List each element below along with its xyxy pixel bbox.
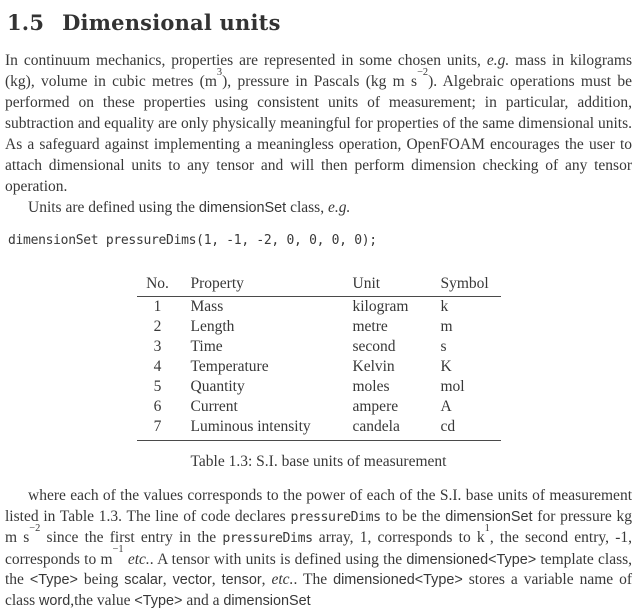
table-row (137, 417, 501, 441)
cell-property: Current (190, 398, 238, 415)
cell-no: 3 (153, 338, 162, 355)
section-title: Dimensional units (62, 10, 281, 35)
cell-property: Quantity (190, 378, 245, 395)
superscript: −1 (112, 544, 124, 556)
class-name: dimensionSet (198, 200, 287, 216)
cell-unit: candela (345, 417, 433, 441)
cell-unit: ampere (352, 398, 399, 415)
cell-unit: Kelvin (352, 358, 395, 375)
cell-property: Mass (190, 298, 224, 315)
cell-no: 5 (153, 378, 162, 395)
class-name: dimensioned<Type> (333, 572, 463, 588)
cell-property: Time (190, 338, 223, 355)
superscript: 1 (484, 522, 490, 534)
cell-unit: metre (352, 318, 388, 335)
text-run: . A tensor with units is defined using the (149, 550, 407, 568)
section-number: 1.5 (7, 10, 45, 35)
cell-symbol: k (440, 298, 449, 315)
table-row (137, 377, 501, 397)
class-name: dimensioned<Type> (406, 551, 537, 568)
cell-symbol: s (440, 338, 447, 355)
section-heading (7, 10, 632, 35)
cell-symbol: A (440, 398, 452, 415)
text-run: and a (182, 591, 224, 609)
class-name: <Type> (29, 572, 78, 588)
cell-symbol: cd (433, 417, 501, 441)
table-row (137, 317, 501, 337)
superscript: −2 (417, 66, 429, 78)
class-name: dimensionSet (223, 592, 311, 609)
table-caption: Table 1.3: S.I. base units of measurement (190, 453, 447, 470)
text-run: ,the value (70, 591, 135, 609)
text-run: template class, the (5, 550, 633, 588)
cell-no: 7 (137, 417, 183, 441)
cell-property: Luminous intensity (183, 417, 345, 441)
cell-symbol: mol (440, 378, 465, 395)
cell-no: 6 (153, 398, 162, 415)
powers-paragraph (5, 486, 632, 611)
text-run: , (162, 571, 173, 588)
text-run: being (77, 571, 125, 588)
text-run: where each of the values corresponds to the power of each of the S.I. base units of measurement listed in Table 1.3. The line of code declares (5, 487, 632, 525)
column-header-property: Property (183, 274, 345, 297)
table-row (137, 337, 501, 357)
superscript: −2 (29, 522, 41, 534)
cell-property: Length (190, 318, 235, 335)
text-run: ). Algebraic operations must be performed on these properties using consistent units of measurement; in particular, addition, subtraction and equality are only physically meaningful for properties of the same dimensional units. As a safeguard against implementing a meaningless operation, OpenFOAM encourages the user to attach dimensional units to any tensor and will then perform dimension checking of any tensor operation. (5, 73, 632, 195)
cell-unit: second (352, 338, 396, 355)
cell-no: 2 (153, 318, 162, 335)
class-name: word (39, 592, 71, 609)
column-header-no: No. (137, 274, 183, 297)
code-identifier: pressureDims (222, 531, 313, 546)
cell-unit: kilogram (352, 298, 409, 315)
latin-abbrev: etc. (127, 550, 150, 568)
table-header-row (137, 274, 501, 297)
si-units-table (137, 274, 501, 441)
class-name: vector (172, 572, 212, 588)
table-row (137, 357, 501, 377)
superscript: 3 (216, 66, 223, 78)
text-run: mass in kilograms (kg), volume in cubic metres (m (5, 52, 632, 90)
class-name: scalar (124, 572, 163, 588)
text-run: . The (293, 571, 334, 588)
text-run: to be the (380, 507, 446, 525)
text-run: since the first entry in the (40, 529, 223, 546)
text-run: , the second entry, -1, corresponds to m (5, 529, 633, 568)
latin-abbrev: etc. (271, 571, 294, 588)
text-run: for pressure kg m s (5, 507, 632, 546)
cell-unit: moles (352, 378, 390, 395)
cell-no: 4 (153, 358, 162, 375)
column-header-unit: Unit (345, 274, 433, 297)
text-run: , (261, 571, 272, 588)
text-run: class, (286, 199, 328, 216)
text-run: array, 1, corresponds to k (312, 529, 485, 546)
cell-no: 1 (153, 298, 162, 315)
class-name: tensor (221, 572, 262, 588)
code-identifier: pressureDims (290, 509, 381, 525)
cell-symbol: K (440, 358, 452, 375)
latin-abbrev: e.g. (327, 199, 351, 216)
cell-property: Temperature (190, 358, 269, 375)
class-name: dimensionSet (445, 508, 533, 525)
text-run: stores a variable name of class (5, 571, 633, 609)
text-run: , (211, 571, 222, 588)
intro-paragraph (5, 50, 632, 197)
class-name: <Type> (134, 592, 183, 609)
text-run: In continuum mechanics, properties are represented in some chosen units, (5, 52, 487, 69)
table-row (137, 397, 501, 417)
table-row (137, 297, 501, 318)
units-definition-paragraph (5, 197, 632, 219)
text-run: Units are defined using the (28, 199, 199, 216)
cell-symbol: m (440, 318, 453, 335)
text-run: ), pressure in Pascals (kg m s (222, 73, 418, 90)
latin-abbrev: e.g. (486, 52, 510, 69)
code-line: dimensionSet pressureDims(1, -1, -2, 0, 0, 0, 0); (8, 233, 377, 248)
column-header-symbol: Symbol (433, 274, 501, 297)
